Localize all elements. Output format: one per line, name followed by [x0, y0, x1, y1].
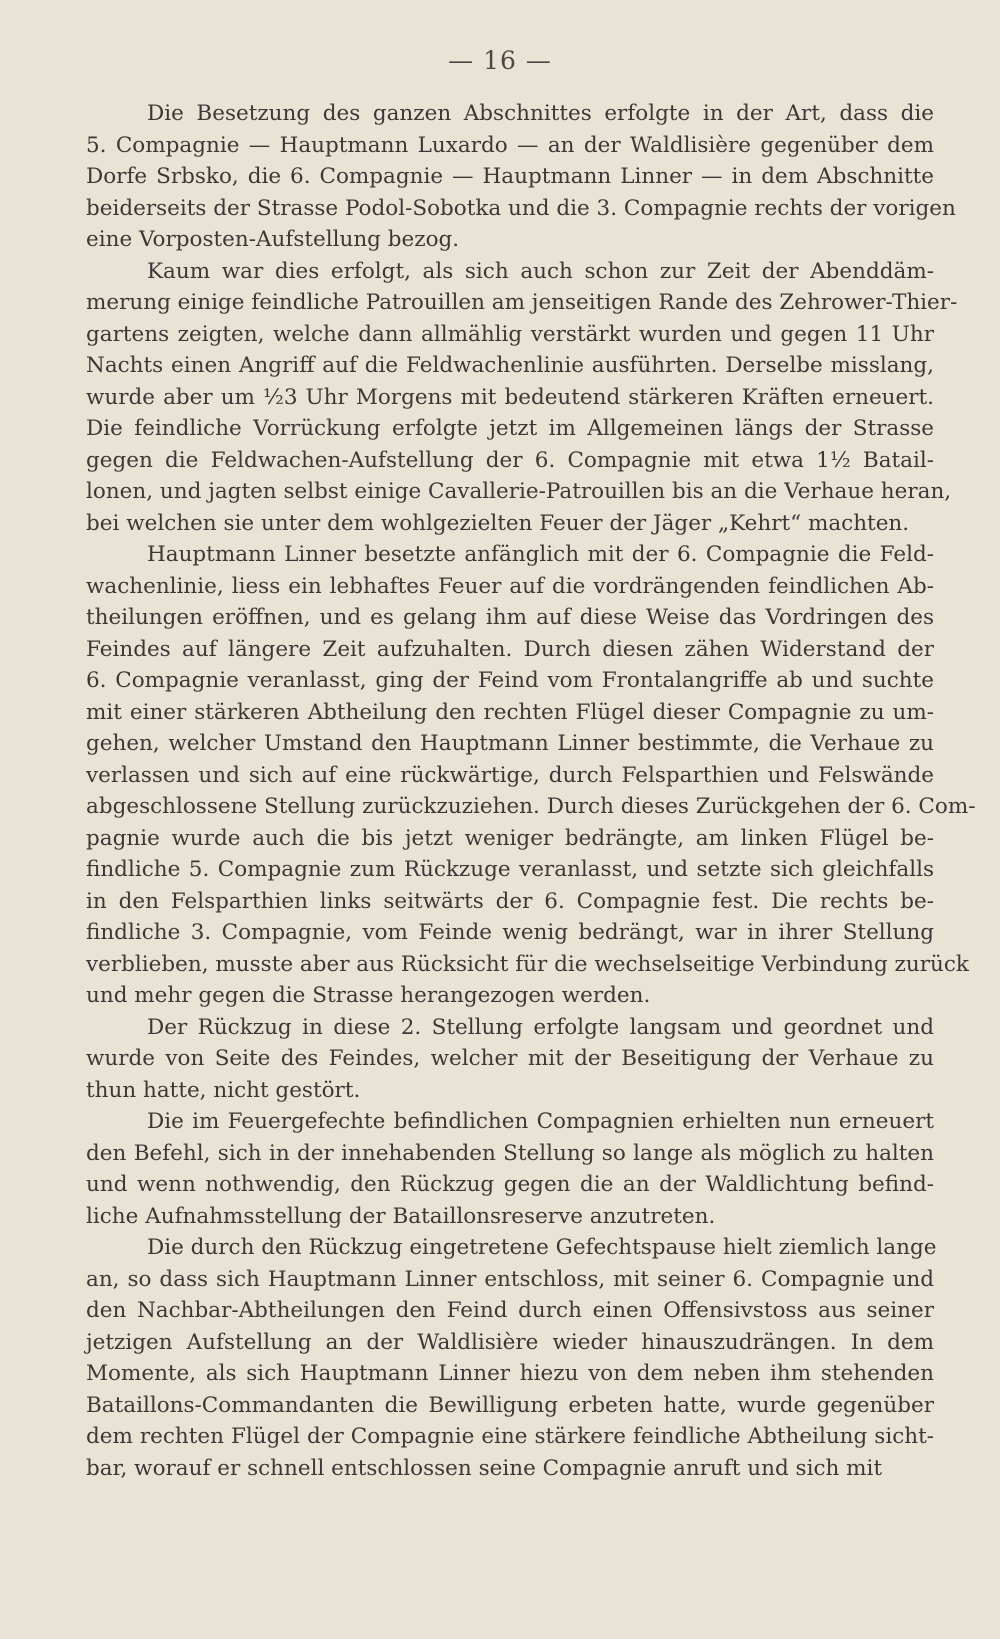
text-line: pagnie wurde auch die bis jetzt weniger bedrängte, am linken Flügel be-	[86, 825, 934, 851]
text-line: 5. Compagnie — Hauptmann Luxardo — an der Waldlisière gegenüber dem	[86, 132, 934, 158]
text-line: Die durch den Rückzug eingetretene Gefechtspause hielt ziemlich lange	[147, 1235, 937, 1260]
text-line: gartens zeigten, welche dann allmählig verstärkt wurden und gegen 11 Uhr	[86, 321, 934, 347]
text-line: dem rechten Flügel der Compagnie eine stärkere feindliche Abtheilung sicht-	[86, 1424, 934, 1449]
page-number: — 16 —	[448, 46, 552, 75]
text-line: gehen, welcher Umstand den Hauptmann Linner bestimmte, die Verhaue zu	[86, 731, 934, 756]
text-line: wachenlinie, liess ein lebhaftes Feuer auf die vordrängenden feindlichen Ab-	[86, 573, 934, 599]
text-line: wurde aber um ½3 Uhr Morgens mit bedeutend stärkeren Kräften erneuert.	[86, 384, 934, 410]
text-line: 6. Compagnie veranlasst, ging der Feind vom Frontalangriffe ab und suchte	[86, 668, 934, 693]
paragraph	[86, 1106, 934, 1232]
text-line: den Nachbar-Abtheilungen den Feind durch einen Offensivstoss aus seiner	[86, 1298, 934, 1323]
text-line: Die feindliche Vorrückung erfolgte jetzt im Allgemeinen längs der Strasse	[86, 416, 934, 441]
text-line: liche Aufnahmsstellung der Bataillonsreserve anzutreten.	[86, 1203, 716, 1229]
text-line: jetzigen Aufstellung an der Waldlisière wieder hinauszudrängen. In dem	[86, 1329, 934, 1355]
text-line: Hauptmann Linner besetzte anfänglich mit der 6. Compagnie die Feld-	[147, 542, 934, 567]
paragraph	[86, 1232, 937, 1484]
text-line: Nachts einen Angriff auf die Feldwachenlinie ausführten. Derselbe misslang,	[86, 353, 934, 378]
text-line: abgeschlossene Stellung zurückzuziehen. Durch dieses Zurückgehen der 6. Com-	[86, 794, 976, 819]
text-line: Feindes auf längere Zeit aufzuhalten. Durch diesen zähen Widerstand der	[86, 636, 934, 662]
text-line: merung einige feindliche Patrouillen am jenseitigen Rande des Zehrower-Thier-	[86, 290, 958, 315]
text-line: Die im Feuergefechte befindlichen Compagnien erhielten nun erneuert	[147, 1109, 934, 1134]
text-line: lonen, und jagten selbst einige Cavallerie-Patrouillen bis an die Verhaue heran,	[86, 479, 952, 504]
text-line: beiderseits der Strasse Podol-Sobotka und die 3. Compagnie rechts der vorigen	[86, 195, 956, 221]
text-line: bar, worauf er schnell entschlossen seine Compagnie anruft und sich mit	[86, 1455, 883, 1481]
text-line: thun hatte, nicht gestört.	[86, 1077, 361, 1103]
paragraph	[86, 256, 958, 540]
text-line: theilungen eröffnen, und es gelang ihm auf diese Weise das Vordringen des	[86, 605, 934, 630]
text-line: Momente, als sich Hauptmann Linner hiezu von dem neben ihm stehenden	[86, 1361, 934, 1386]
text-line: Bataillons-Commandanten die Bewilligung erbeten hatte, wurde gegenüber	[86, 1392, 934, 1418]
text-line: Dorfe Srbsko, die 6. Compagnie — Hauptmann Linner — in dem Abschnitte	[86, 164, 934, 189]
text-line: mit einer stärkeren Abtheilung den rechten Flügel dieser Compagnie zu um-	[86, 699, 934, 725]
text-line: Kaum war dies erfolgt, als sich auch schon zur Zeit der Abenddäm-	[147, 258, 934, 284]
text-line: Der Rückzug in diese 2. Stellung erfolgte langsam und geordnet und	[147, 1014, 934, 1040]
text-line: in den Felsparthien links seitwärts der 6. Compagnie fest. Die rechts be-	[86, 888, 934, 914]
paragraph	[86, 539, 976, 1012]
text-line: bei welchen sie unter dem wohlgezielten Feuer der Jäger „Kehrt“ machten.	[86, 510, 910, 536]
text-line: findliche 5. Compagnie zum Rückzuge veranlasst, und setzte sich gleichfalls	[86, 857, 934, 882]
text-line: und mehr gegen die Strasse herangezogen werden.	[86, 983, 651, 1008]
text-line: findliche 3. Compagnie, vom Feinde wenig bedrängt, war in ihrer Stellung	[86, 920, 934, 945]
text-line: eine Vorposten-Aufstellung bezog.	[86, 227, 460, 252]
text-line: den Befehl, sich in der innehabenden Stellung so lange als möglich zu halten	[86, 1140, 934, 1166]
text-line: wurde von Seite des Feindes, welcher mit der Beseitigung der Verhaue zu	[86, 1046, 934, 1071]
text-line: Die Besetzung des ganzen Abschnittes erfolgte in der Art, dass die	[147, 101, 934, 126]
paragraph	[86, 1012, 934, 1107]
text-line: gegen die Feldwachen-Aufstellung der 6. Compagnie mit etwa 1½ Batail-	[86, 447, 934, 473]
text-line: und wenn nothwendig, den Rückzug gegen die an der Waldlichtung befind-	[86, 1172, 934, 1197]
text-line: an, so dass sich Hauptmann Linner entschloss, mit seiner 6. Compagnie und	[86, 1266, 934, 1292]
text-line: verblieben, musste aber aus Rücksicht für die wechselseitige Verbindung zurück	[86, 951, 969, 977]
text-line: verlassen und sich auf eine rückwärtige, durch Felsparthien und Felswände	[86, 762, 934, 788]
paragraph	[86, 98, 956, 256]
body-text	[86, 98, 976, 1484]
